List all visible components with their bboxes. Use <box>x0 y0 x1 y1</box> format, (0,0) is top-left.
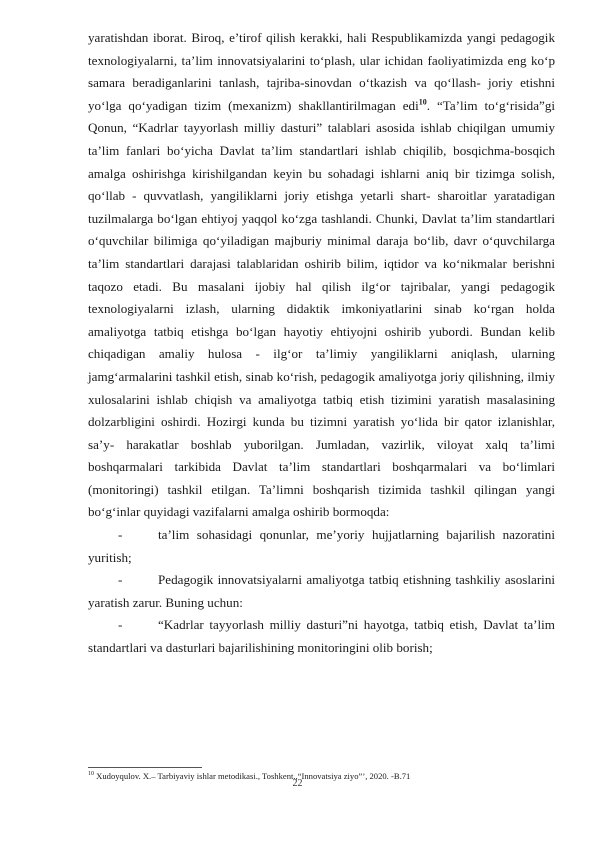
footnote-text: Xudoyqulov. X.– Tarbiyaviy ishlar metodikasi., Toshkent.,“Innovatsiya ziyo”’, 2020. -B.71 <box>94 771 411 781</box>
footnote-reference: 10 <box>418 97 427 107</box>
footnote-separator <box>88 767 202 768</box>
body-text <box>88 27 555 660</box>
dash-bullet: - <box>118 617 123 633</box>
paragraph-text-part-2: . “Ta’lim to‘g‘risida”gi Qonun, “Kadrlar tayyorlash milliy dasturi” talablari asosida ishlab chiqilgan umumiy ta’lim fanlari bo‘yicha Davlat ta’lim standartlari ishlab chiqilib, bosqichma-bosqich amalga oshirishga kirishilgandan keyin bu sohadagi ishlarni aniq bir tizimga solish, qo‘llab - quvvatlash, yangiliklarni joriy etishga yetarli shart- sharoitlar yaratadigan tuzilmalarga bo‘lgan ehtiyoj yaqqol ko‘zga tashlandi. Chunki, Davlat ta’lim standartlari o‘quvchilar bilimiga qo‘yiladigan majburiy minimal daraja bo‘lib, davr o‘quvchilarga ta’lim standartlari darajasi talablaridan oshirib bilim, iqtidor va ko‘nikmalar berishni taqozo etadi. Bu masalani ijobiy hal qilish ilg‘or tajribalar, yangi pedagogik texnologiyalarni izlash, ularning didaktik imkoniyatlarini sinab ko‘rgan holda amaliyotga tatbiq etishga bo‘lgan hayotiy ehtiyojni oshirib yubordi. Bundan kelib chiqadigan amaliy hulosa - ilg‘or ta’limiy yangiliklarni aniqlash, ularning jamg‘armalarini tashkil etish, sinab ko‘rish, pedagogik amaliyotga joriy qilishning, ilmiy xulosalarini ishlab chiqish va amaliyotga tatbiq etish tizimini yaratish masalasining dolzarbligini oshirdi. Hozirgi kunda bu tizimni yaratish yo‘lida bir qator izlanishlar, sa’y- harakatlar boshlab yuborilgan. Jumladan, vazirlik, viloyat xalq ta’limi boshqarmalari tarkibida Davlat ta’lim standartlari boshqarmalari va bo‘limlari (monitoringi) tashkil etilgan. Ta’limni boshqarish tizimida tashkil qilingan yangi bo‘g‘inlar quyidagi vazifalarni amalga oshirib bormoqda: <box>88 97 555 520</box>
footnote-number: 10 <box>88 771 94 778</box>
list-item <box>88 524 555 569</box>
list-item-text: Pedagogik innovatsiyalarni amaliyotga tatbiq etishning tashkiliy asoslarini yaratish zarur. Buning uchun: <box>88 572 555 610</box>
dash-bullet: - <box>118 572 123 588</box>
list-item-text: ta’lim sohasidagi qonunlar, me’yoriy hujjatlarning bajarilish nazoratini yuritish; <box>88 527 555 565</box>
main-paragraph <box>88 27 555 524</box>
page-number: 22 <box>292 778 303 789</box>
dash-bullet: - <box>118 527 123 543</box>
list-item <box>88 614 555 659</box>
list-item-text: “Kadrlar tayyorlash milliy dasturi”ni hayotga, tatbiq etish, Davlat ta’lim standartlari va dasturlari bajarilishining monitoringini olib borish; <box>88 617 555 656</box>
list-item <box>88 569 555 614</box>
paragraph-text-part-1: yaratishdan iborat. Biroq, e’tirof qilish kerakki, hali Respublikamizda yangi pedagogik texnologiyalarni, ta’lim innovatsiyalarini to‘plash, ular ichidan faoliyatimizda eng ko‘p samara beradiganlarini tanlash, tajriba-sinovdan o‘tkazish va qo‘llash- joriy etishni yo‘lga qo‘yadigan tizim (mexanizm) shakllantirilmagan edi <box>88 30 555 113</box>
